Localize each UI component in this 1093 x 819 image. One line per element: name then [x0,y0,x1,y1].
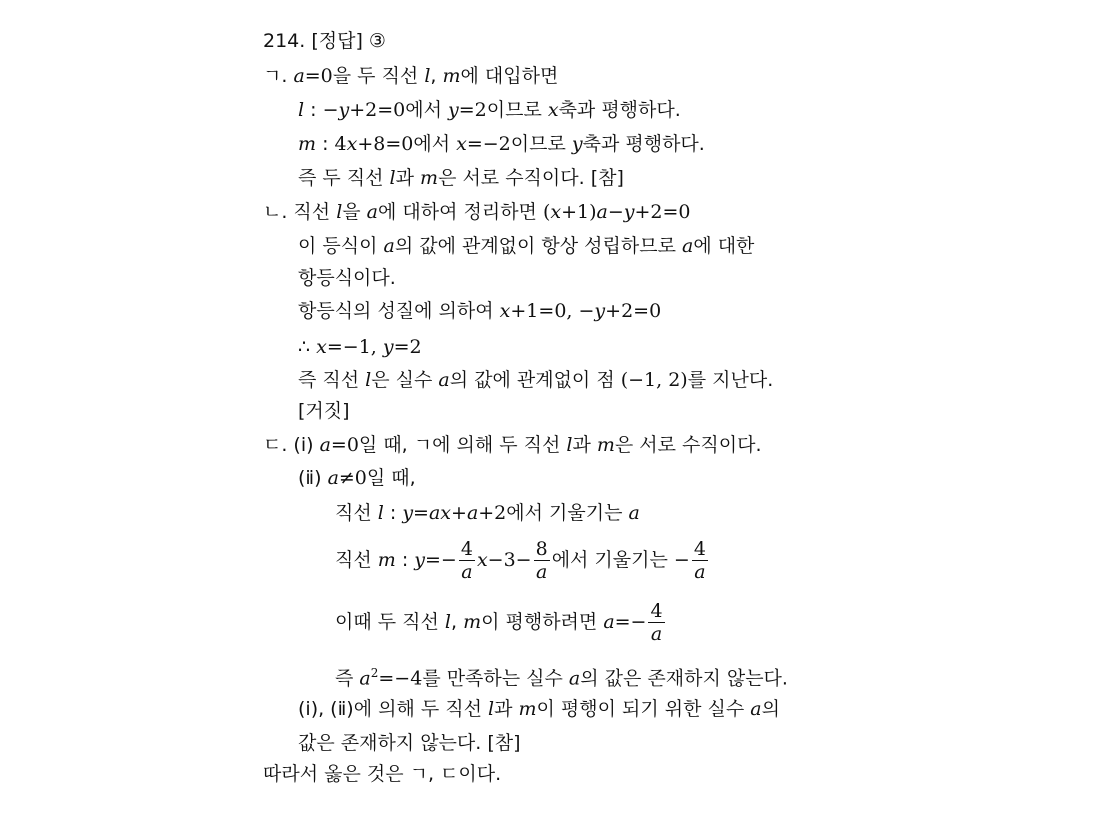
item-digeut-slope-m: 직선 m : y=− $\frac{4}{a}$ x−3− $\frac{8}{a}$ 에서 기울기는 − $\frac{4}{a}$ [335,538,706,583]
item-giyeok-intro: ㄱ. a=0을 두 직선 l, m에 대입하면 [263,65,559,87]
item-digeut-case1: ㄷ. (ⅰ) a=0일 때, ㄱ에 의해 두 직선 l과 m은 서로 수직이다. [263,434,762,456]
fraction-8-over-a: $\frac{8}{a}$ [535,538,548,583]
item-digeut-no-solution: 즉 $a^2=-4$를 만족하는 실수 a의 값은 존재하지 않는다. [335,666,788,690]
item-nieun-therefore: ∴ x=−1, y=2 [298,336,422,358]
item-giyeok-conclusion: 즉 두 직선 l과 m은 서로 수직이다. [참] [298,167,624,189]
item-nieun-property: 항등식의 성질에 의하여 x+1=0, −y+2=0 [298,300,662,322]
fraction-4-over-a: $\frac{4}{a}$ [460,538,473,583]
item-nieun-verdict: [거짓] [298,400,350,422]
item-nieun-identity-2: 항등식이다. [298,267,396,289]
item-digeut-summary-2: 값은 존재하지 않는다. [참] [298,732,521,754]
fraction-4-over-a: $\frac{4}{a}$ [650,600,663,645]
item-digeut-parallel: 이때 두 직선 l, m이 평행하려면 a=− $\frac{4}{a}$ [335,600,663,645]
item-digeut-summary-1: (ⅰ), (ⅱ)에 의해 두 직선 l과 m이 평행이 되기 위한 실수 a의 [298,698,780,720]
item-giyeok-l: l : −y+2=0에서 y=2이므로 x축과 평행하다. [298,99,681,121]
item-giyeok-m: m : 4x+8=0에서 x=−2이므로 y축과 평행하다. [298,133,705,155]
item-digeut-slope-l: 직선 l : y=ax+a+2에서 기울기는 a [335,502,640,524]
final-answer: 따라서 옳은 것은 ㄱ, ㄷ이다. [263,763,502,785]
item-nieun-identity-1: 이 등식이 a의 값에 관계없이 항상 성립하므로 a에 대한 [298,235,755,257]
problem-header: 214. [정답] ③ [263,30,386,52]
item-nieun-intro: ㄴ. 직선 l을 a에 대하여 정리하면 (x+1)a−y+2=0 [263,201,691,223]
item-nieun-point: 즉 직선 l은 실수 a의 값에 관계없이 점 (−1, 2)를 지난다. [298,369,774,391]
fraction-4-over-a: $\frac{4}{a}$ [693,538,706,583]
item-digeut-case2: (ⅱ) a≠0일 때, [298,467,416,489]
